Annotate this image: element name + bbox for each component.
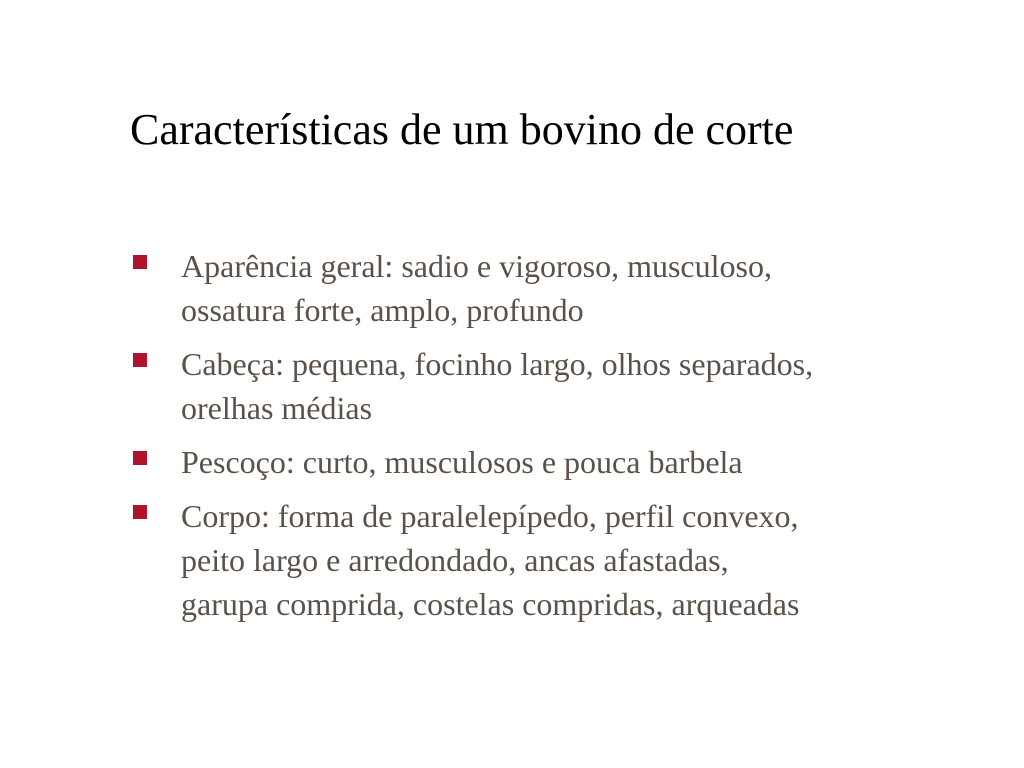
bullet-text-line: ossatura forte, amplo, profundo bbox=[181, 292, 584, 328]
slide-title: Características de um bovino de corte bbox=[130, 105, 794, 154]
bullet-text-line: orelhas médias bbox=[181, 390, 373, 426]
square-bullet-icon bbox=[133, 505, 147, 519]
bullet-item bbox=[128, 494, 988, 626]
bullet-text-line: peito largo e arredondado, ancas afastadas, bbox=[181, 542, 729, 578]
square-bullet-icon bbox=[133, 255, 147, 269]
bullet-text-line: Cabeça: pequena, focinho largo, olhos separados, bbox=[181, 346, 814, 382]
square-bullet-icon bbox=[133, 353, 147, 367]
bullet-text-line: Corpo: forma de paralelepípedo, perfil convexo, bbox=[181, 498, 799, 534]
bullet-item bbox=[128, 342, 988, 430]
bullet-text-line: Pescoço: curto, musculosos e pouca barbela bbox=[181, 444, 743, 480]
bullet-item bbox=[128, 440, 988, 484]
bullet-text-line: garupa comprida, costelas compridas, arqueadas bbox=[181, 586, 800, 622]
bullet-item bbox=[128, 244, 988, 332]
bullet-text-line: Aparência geral: sadio e vigoroso, musculoso, bbox=[181, 248, 772, 284]
bullet-list bbox=[128, 244, 988, 636]
square-bullet-icon bbox=[133, 451, 147, 465]
